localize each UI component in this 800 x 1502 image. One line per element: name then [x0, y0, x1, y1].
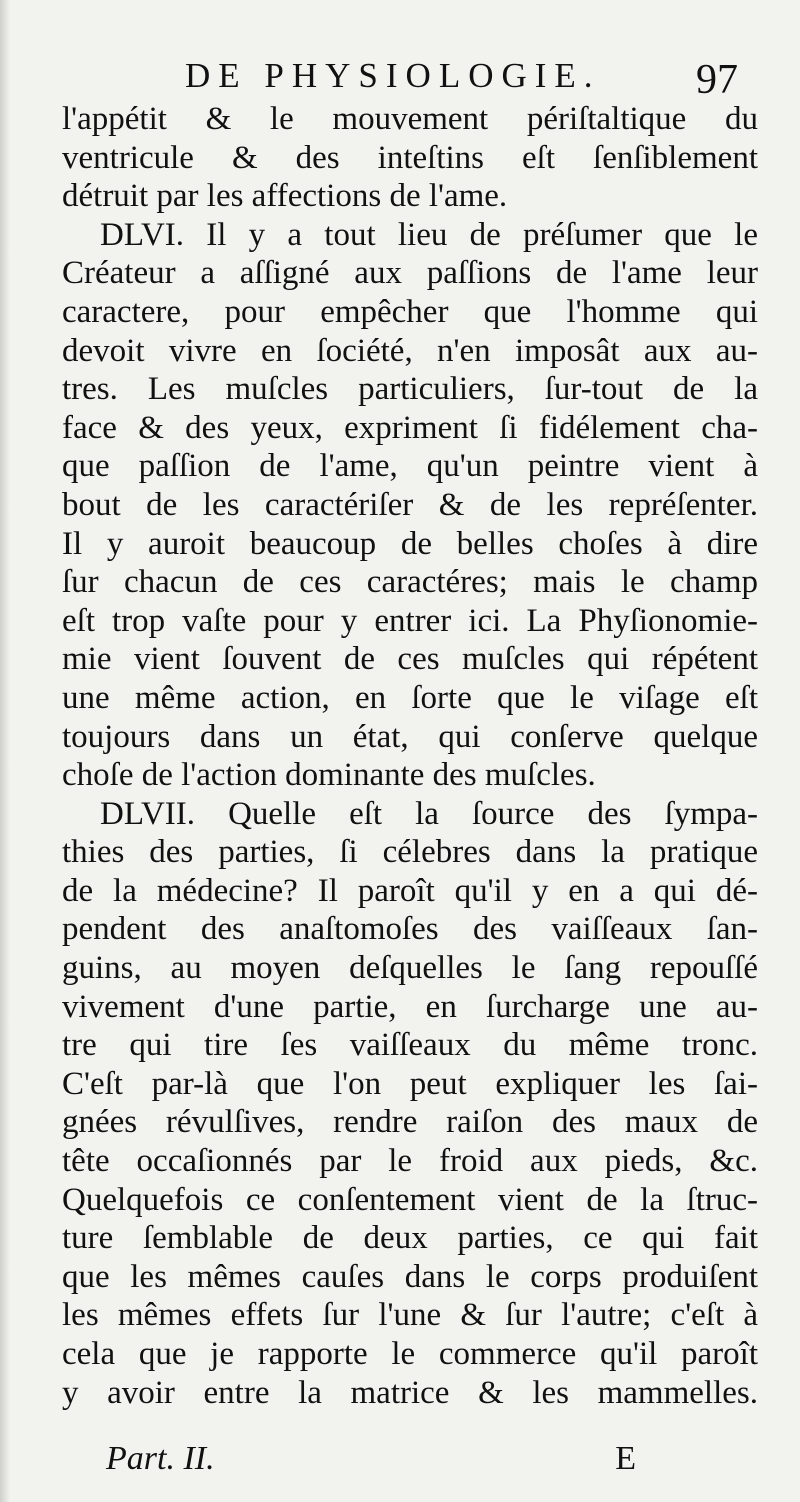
- text-line: vivement d'une partie, en ſurcharge une au-: [62, 988, 758, 1025]
- text-line: y avoir entre la matrice & les mammelles.: [62, 1374, 758, 1411]
- text-line: devoit vivre en ſociété, n'en imposât aux au-: [62, 332, 758, 369]
- text-line: que les mêmes cauſes dans le corps produiſent: [62, 1258, 758, 1295]
- text-line: C'eſt par-là que l'on peut expliquer les ſai-: [62, 1065, 758, 1102]
- text-line: ture ſemblable de deux parties, ce qui fait: [62, 1220, 758, 1257]
- text-line: tres. Les muſcles particuliers, ſur-tout de la: [62, 371, 758, 408]
- text-line: gnées révulſives, rendre raiſon des maux de: [62, 1104, 758, 1141]
- text-line: toujours dans un état, qui conſerve quelque: [62, 718, 758, 755]
- text-line: Créateur a aſſigné aux paſſions de l'ame leur: [62, 255, 758, 292]
- text-line: Quelquefois ce conſentement vient de la ſtruc-: [62, 1181, 758, 1218]
- signature-mark: E: [615, 1440, 636, 1477]
- text-line: eſt trop vaſte pour y entrer ici. La Phyſionomie-: [62, 602, 758, 639]
- paragraph-dlvii-start: DLVII. Quelle eſt la ſource des ſympa-: [100, 795, 758, 832]
- part-label: Part. II.: [106, 1440, 215, 1477]
- text-line: les mêmes effets ſur l'une & ſur l'autre; c'eſt à: [62, 1297, 758, 1334]
- text-line: bout de les caractériſer & de les repréſenter.: [62, 486, 758, 523]
- page-header: [185, 50, 738, 103]
- text-line: guins, au moyen deſquelles le ſang repouſſé: [62, 950, 758, 987]
- text-line: de la médecine? Il paroît qu'il y en a qui dé-: [62, 872, 758, 909]
- text-line: mie vient ſouvent de ces muſcles qui répétent: [62, 641, 758, 678]
- running-title: DE PHYSIOLOGIE.: [185, 56, 601, 95]
- text-line: ventricule & des inteſtins eſt ſenſiblement: [62, 139, 758, 176]
- page-edge-shadow: [0, 0, 10, 1502]
- page-body-text: [62, 100, 758, 1412]
- text-line: une même action, en ſorte que le viſage eſt: [62, 679, 758, 716]
- text-line: choſe de l'action dominante des muſcles.: [62, 757, 596, 794]
- page-number: 97: [696, 57, 738, 103]
- text-line: caractere, pour empêcher que l'homme qui: [62, 293, 758, 330]
- text-line: tre qui tire ſes vaiſſeaux du même tronc.: [62, 1027, 758, 1064]
- text-line: ſur chacun de ces caractéres; mais le champ: [62, 564, 758, 601]
- text-line: détruit par les affections de l'ame.: [62, 178, 508, 215]
- page-footer: [106, 1440, 636, 1482]
- text-line: pendent des anaſtomoſes des vaiſſeaux ſan-: [62, 911, 758, 948]
- text-line: face & des yeux, expriment ſi fidélement cha-: [62, 409, 758, 446]
- text-line: l'appétit & le mouvement périſtaltique du: [62, 101, 758, 137]
- text-line: que paſſion de l'ame, qu'un peintre vient à: [62, 448, 758, 485]
- paragraph-dlvi-start: DLVI. Il y a tout lieu de préſumer que le: [100, 216, 758, 253]
- text-line: thies des parties, ſi célebres dans la pratique: [62, 834, 758, 871]
- text-line: Il y auroit beaucoup de belles choſes à dire: [62, 525, 758, 562]
- text-line: tête occaſionnés par le froid aux pieds, &c.: [62, 1143, 758, 1180]
- text-line: cela que je rapporte le commerce qu'il paroît: [62, 1336, 758, 1372]
